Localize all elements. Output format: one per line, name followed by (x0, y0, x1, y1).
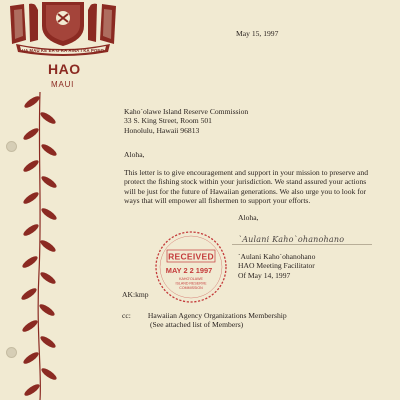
cc-label: cc: (122, 311, 131, 320)
seal-motto: UA MAU KE EA O KA AINA I KA PONO (21, 48, 105, 53)
org-name: HAO (48, 61, 81, 77)
typist-initials: AK:kmp (122, 290, 149, 299)
stamp-org-line: KAHO'OLAWE (179, 277, 203, 281)
signature-line (232, 244, 372, 245)
signer-line: `Aulani Kaho`ohanohano (238, 252, 316, 261)
address-line: Honolulu, Hawaii 96813 (124, 125, 200, 135)
handwritten-signature: `Aulani Kaho`ohanohano (238, 235, 345, 244)
received-stamp (153, 229, 229, 305)
signer-line: Of May 14, 1997 (238, 270, 291, 280)
cc-block (122, 311, 287, 330)
stamp-date: MAY 2 2 1997 (165, 266, 213, 275)
address-line: Kaho`olawe Island Reserve Commission (124, 107, 249, 116)
address-line: 33 S. King Street, Room 501 (124, 116, 212, 126)
closing: Aloha, (238, 213, 259, 222)
cc-line: (See attached list of Members) (150, 320, 244, 330)
org-location: MAUI (51, 80, 75, 89)
stamp-org-line: COMMISSION (179, 286, 203, 290)
body-line: protect the fishing stock within your jurisdiction. We stand assured your actions (124, 177, 367, 187)
body-line: ways that will empower all fishermen to support your efforts. (124, 196, 311, 206)
signer-line: HAO Meeting Facilitator (238, 261, 315, 271)
body-line: will be just for the future of Hawaiian generations. We also urge you to look for (124, 186, 367, 196)
body-line: This letter is to give encouragement and support in your mission to preserve and (124, 168, 368, 177)
punch-hole (6, 347, 17, 358)
salutation: Aloha, (124, 150, 145, 159)
letter-date: May 15, 1997 (236, 29, 279, 38)
stamp-title: RECEIVED (168, 251, 214, 262)
punch-hole (6, 141, 17, 152)
letter-body (124, 168, 368, 206)
recipient-address (124, 107, 248, 135)
cc-line: Hawaiian Agency Organizations Membership (147, 311, 287, 320)
leaf-vine-border (20, 92, 60, 400)
signer-block (238, 252, 315, 280)
stamp-org-line: ISLAND RESERVE (175, 281, 207, 286)
hawaii-seal-emblem (2, 0, 124, 58)
